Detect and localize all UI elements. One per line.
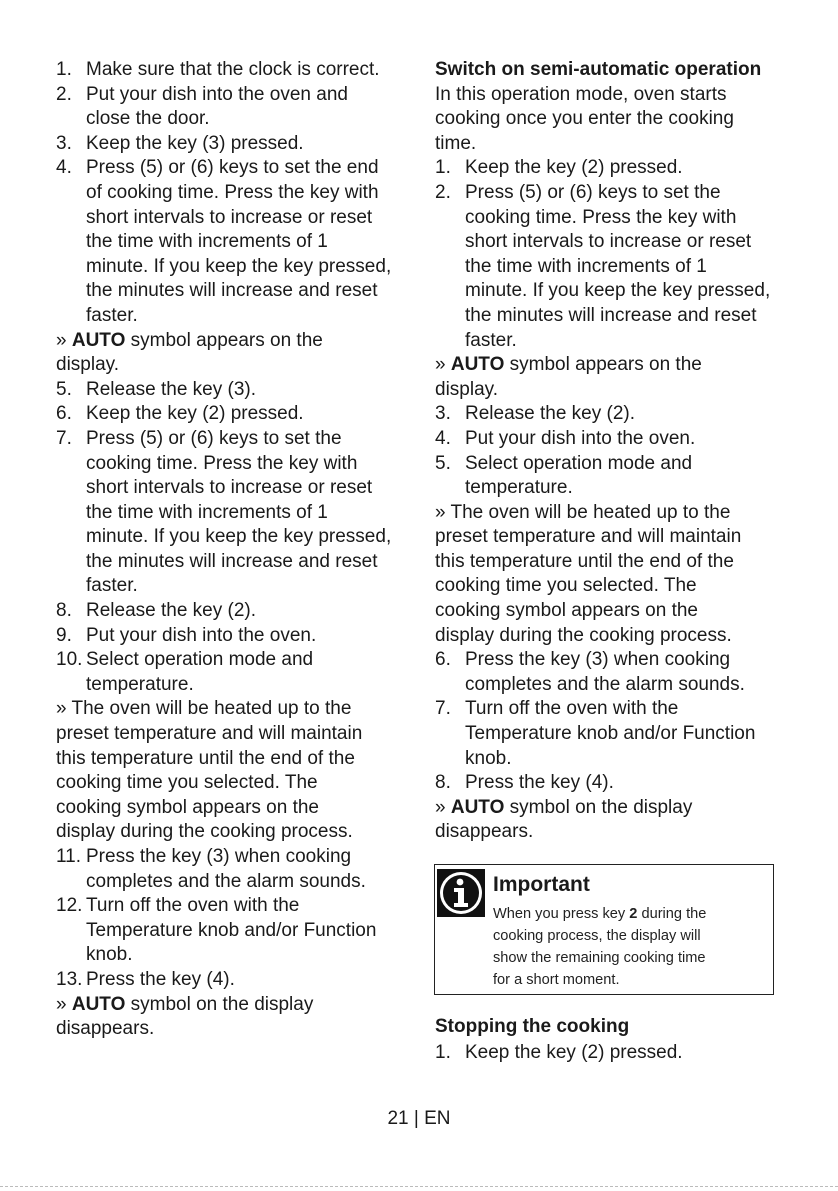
important-text: during the cooking process, the display will show the remaining cooking time for a short moment. xyxy=(493,906,707,988)
note-prefix: » xyxy=(56,329,72,351)
list-item xyxy=(435,771,795,796)
stopping-section xyxy=(435,1014,795,1066)
step-text: Press the key (3) when cooking completes and the alarm sounds. xyxy=(465,649,745,695)
note-text: symbol on the display disappears. xyxy=(435,796,693,843)
step-text: Select operation mode and temperature. xyxy=(465,452,693,499)
step-text: Keep the key (3) pressed. xyxy=(86,132,304,154)
important-title: Important xyxy=(493,873,590,896)
auto-label: AUTO xyxy=(450,796,505,818)
left-note-auto-appears xyxy=(56,329,418,378)
note-text: symbol appears on the display. xyxy=(56,329,323,376)
note-text: symbol on the display disappears. xyxy=(56,993,314,1040)
note-prefix: » xyxy=(435,796,451,818)
right-note-auto-disappears xyxy=(435,796,795,845)
step-number: 8. xyxy=(56,600,72,622)
list-item xyxy=(56,894,418,968)
step-text: Press the key (3) when cooking completes and the alarm sounds. xyxy=(86,846,366,892)
step-text: Press (5) or (6) keys to set the end of cooking time. Press the key with short intervals to increase or reset the time with increments of 1 minute. If you keep the key pressed, the minutes will increase and reset faster. xyxy=(86,157,392,326)
list-item xyxy=(435,452,795,501)
key-number: 2 xyxy=(629,906,638,922)
right-steps-c xyxy=(435,648,795,796)
step-number: 3. xyxy=(56,132,72,154)
step-number: 4. xyxy=(56,157,72,179)
list-item xyxy=(435,181,795,353)
auto-label: AUTO xyxy=(71,329,126,351)
page-edge-divider xyxy=(0,1186,838,1187)
step-number: 7. xyxy=(56,427,72,449)
step-text: Press (5) or (6) keys to set the cooking time. Press the key with short intervals to increase or reset the time with increments of 1 minute. If you keep the key pressed, the minutes will increase and reset faster. xyxy=(465,181,771,351)
left-steps-c xyxy=(56,845,418,993)
step-number: 10. xyxy=(56,649,83,671)
step-number: 1. xyxy=(435,157,451,179)
left-column xyxy=(56,58,418,1042)
list-item xyxy=(56,648,418,697)
step-number: 1. xyxy=(435,1042,451,1063)
note-text: symbol appears on the display. xyxy=(435,354,702,400)
note-prefix: » xyxy=(435,354,451,376)
right-steps-a xyxy=(435,156,795,353)
list-item xyxy=(56,427,418,599)
step-text: Press (5) or (6) keys to set the cooking time. Press the key with short intervals to increase or reset the time with increments of 1 minute. If you keep the key pressed, the minutes will increase and reset faster. xyxy=(86,427,392,597)
auto-label: AUTO xyxy=(71,993,126,1015)
step-number: 5. xyxy=(435,452,451,474)
left-note-auto-disappears xyxy=(56,993,418,1042)
step-text: Press the key (4). xyxy=(465,772,614,794)
important-body xyxy=(493,903,773,991)
list-item xyxy=(56,845,418,894)
step-text: Turn off the oven with the Temperature knob and/or Function knob. xyxy=(86,895,377,966)
list-item xyxy=(435,648,795,697)
step-number: 6. xyxy=(435,649,451,671)
step-text: Select operation mode and temperature. xyxy=(86,649,314,695)
step-number: 12. xyxy=(56,895,83,917)
page-number: 21 | EN xyxy=(387,1108,451,1129)
step-number: 7. xyxy=(435,698,451,720)
step-text: Press the key (4). xyxy=(86,968,235,990)
step-number: 2. xyxy=(435,181,451,203)
semi-auto-intro: In this operation mode, oven starts cooking once you enter the cooking time. xyxy=(435,83,734,154)
step-text: Keep the key (2) pressed. xyxy=(86,403,304,425)
list-item xyxy=(56,58,418,83)
step-text: Put your dish into the oven and close the door. xyxy=(86,83,348,130)
step-text: Put your dish into the oven. xyxy=(465,427,696,449)
step-text: Keep the key (2) pressed. xyxy=(465,1042,683,1063)
step-number: 4. xyxy=(435,427,451,449)
list-item xyxy=(56,132,418,157)
step-number: 2. xyxy=(56,83,72,105)
step-text: Make sure that the clock is correct. xyxy=(86,59,380,80)
list-item xyxy=(56,599,418,624)
step-number: 13. xyxy=(56,968,83,990)
step-text: Release the key (2). xyxy=(86,600,257,622)
list-item xyxy=(435,427,795,452)
step-number: 9. xyxy=(56,624,72,646)
step-text: Keep the key (2) pressed. xyxy=(465,157,683,179)
auto-label: AUTO xyxy=(450,354,505,376)
right-note-auto-appears xyxy=(435,353,795,402)
important-notice-box xyxy=(434,864,774,995)
step-text: Put your dish into the oven. xyxy=(86,624,317,646)
list-item xyxy=(56,83,418,132)
left-note-heating: » The oven will be heated up to the preset temperature and will maintain this temperature until the end of the cooking time you selected. The cooking symbol appears on the display during the cooking process. xyxy=(56,698,363,843)
info-icon xyxy=(437,869,485,917)
right-note-heating: » The oven will be heated up to the preset temperature and will maintain this temperature until the end of the cooking time you selected. The cooking symbol appears on the display during the cooking process. xyxy=(435,501,742,646)
stopping-heading: Stopping the cooking xyxy=(435,1016,630,1037)
list-item xyxy=(435,156,795,181)
list-item xyxy=(435,402,795,427)
list-item xyxy=(435,1040,795,1066)
right-steps-b xyxy=(435,402,795,500)
important-text: When you press key xyxy=(493,906,630,922)
step-number: 1. xyxy=(56,59,72,80)
list-item xyxy=(56,968,418,993)
list-item xyxy=(435,697,795,771)
left-steps-a xyxy=(56,58,418,329)
list-item xyxy=(56,378,418,403)
step-number: 3. xyxy=(435,403,451,425)
list-item xyxy=(56,402,418,427)
left-steps-b xyxy=(56,378,418,698)
semi-auto-heading: Switch on semi-automatic operation xyxy=(435,59,762,80)
step-number: 8. xyxy=(435,772,451,794)
step-number: 6. xyxy=(56,403,72,425)
step-number: 5. xyxy=(56,378,72,400)
right-column xyxy=(435,58,795,845)
step-text: Release the key (3). xyxy=(86,378,257,400)
list-item xyxy=(56,624,418,649)
step-text: Turn off the oven with the Temperature knob and/or Function knob. xyxy=(465,698,756,769)
list-item xyxy=(56,156,418,328)
step-number: 11. xyxy=(56,846,82,867)
step-text: Release the key (2). xyxy=(465,403,636,425)
note-prefix: » xyxy=(56,993,72,1015)
